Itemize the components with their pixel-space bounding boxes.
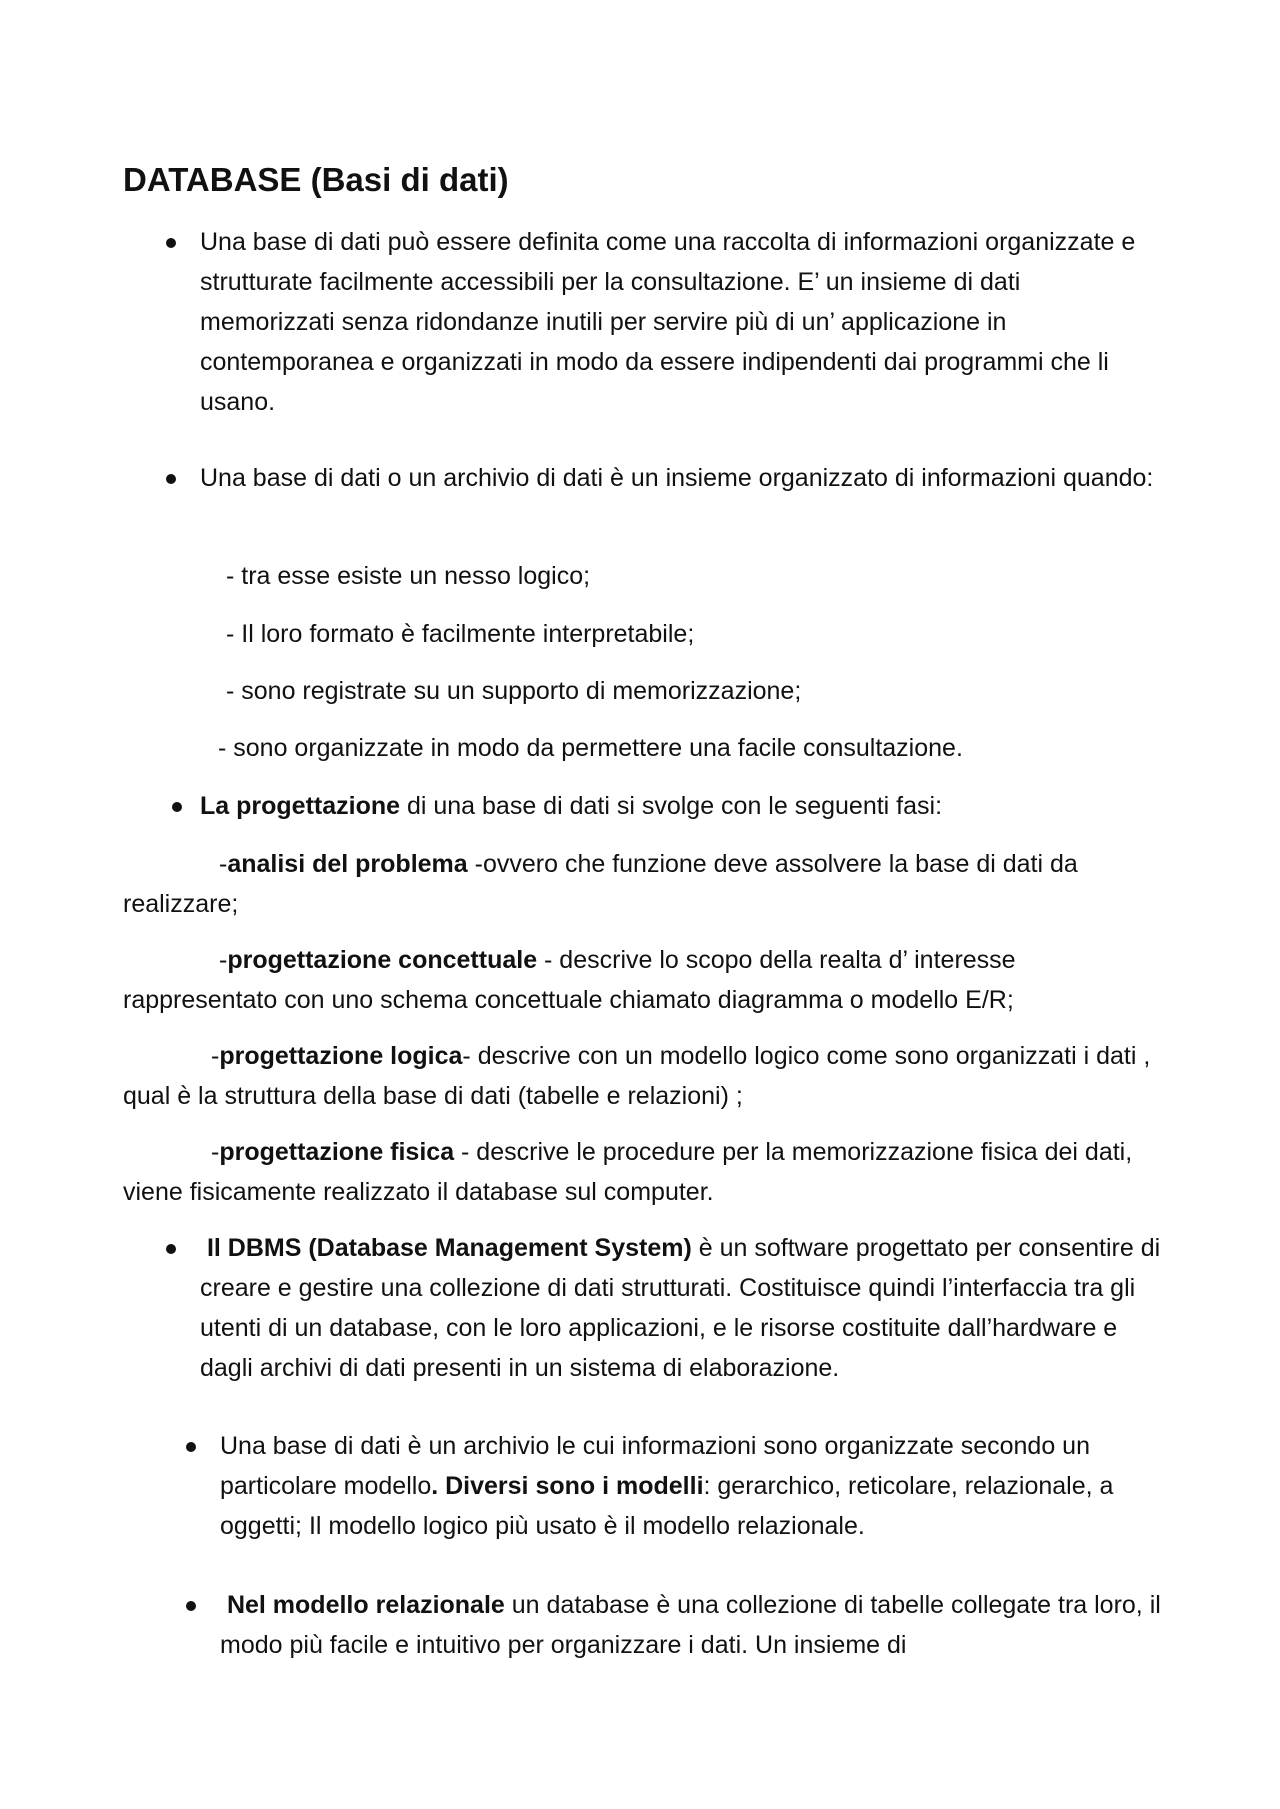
bullet-paragraph-definition: Una base di dati può essere definita come una raccolta di informazioni organizzate e strutturate facilmente accessibili per la consultazione. E’ un insieme di dati memorizzati senza ridondanze inutili per servire più di un’ applicazione in contemporanea e organizzati in modo da essere indipendenti dai programmi che li usano. xyxy=(200,228,1136,416)
condition-item: - sono registrate su un supporto di memorizzazione; xyxy=(226,677,802,705)
page-title: DATABASE (Basi di dati) xyxy=(123,161,509,198)
bullet-paragraph-relational xyxy=(220,1585,1165,1665)
phase-item xyxy=(123,940,1163,1020)
bullet-icon xyxy=(172,802,182,812)
bullet-icon xyxy=(186,1601,196,1611)
phase-item xyxy=(123,1132,1183,1212)
condition-item: - tra esse esiste un nesso logico; xyxy=(226,562,591,590)
phase-description: - descrive le procedure per la memorizzazione fisica dei dati, viene fisicamente realizzato il database sul computer. xyxy=(123,1138,1133,1206)
phase-description: - descrive lo scopo della realta d’ interesse rappresentato con uno schema concettuale chiamato diagramma o modello E/R; xyxy=(123,946,1016,1014)
bullet-icon xyxy=(166,1244,176,1254)
bold-term: Nel modello relazionale xyxy=(226,1591,505,1619)
phase-name: progettazione logica xyxy=(219,1042,463,1070)
phase-name: progettazione concettuale xyxy=(227,946,538,974)
bullet-paragraph-models xyxy=(220,1426,1170,1546)
phase-prefix: - xyxy=(211,1138,220,1166)
bullet-text: : gerarchico, reticolare, relazionale, a oggetti; Il modello logico più usato è il modello relazionale. xyxy=(220,1472,1114,1540)
phase-prefix: - xyxy=(219,946,228,974)
bullet-text: Una base di dati è un archivio le cui informazioni sono organizzate secondo un particolare modello xyxy=(220,1432,1090,1500)
condition-item: - sono organizzate in modo da permettere una facile consultazione. xyxy=(218,734,963,762)
condition-item: - Il loro formato è facilmente interpretabile; xyxy=(226,620,695,648)
phase-description: -ovvero che funzione deve assolvere la base di dati da realizzare; xyxy=(123,850,1078,918)
phase-prefix: - xyxy=(211,1042,220,1070)
phase-item xyxy=(123,844,1163,924)
bullet-paragraph-design xyxy=(200,786,942,826)
bullet-icon xyxy=(166,474,176,484)
bullet-text: è un software progettato per consentire di creare e gestire una collezione di dati strutturati. Costituisce quindi l’interfaccia tra gli utenti di un database, con le loro applicazioni, e le risorse costituite dall’hardware e dagli archivi di dati presenti in un sistema di elaborazione. xyxy=(200,1234,1161,1382)
bold-term: . Diversi sono i modelli xyxy=(431,1472,704,1500)
bullet-icon xyxy=(186,1442,196,1452)
phase-name: progettazione fisica xyxy=(219,1138,455,1166)
bullet-paragraph-archive: Una base di dati o un archivio di dati è un insieme organizzato di informazioni quando: xyxy=(200,464,1154,492)
phase-description: - descrive con un modello logico come sono organizzati i dati , qual è la struttura della base di dati (tabelle e relazioni) ; xyxy=(123,1042,1151,1110)
bullet-text: un database è una collezione di tabelle collegate tra loro, il modo più facile e intuitivo per organizzare i dati. Un insieme di xyxy=(220,1591,1161,1659)
bold-term: Il DBMS (Database Management System) xyxy=(206,1234,692,1262)
phase-item xyxy=(123,1036,1173,1116)
bullet-text: di una base di dati si svolge con le seguenti fasi: xyxy=(400,792,943,820)
phase-prefix: - xyxy=(219,850,228,878)
bullet-paragraph-dbms xyxy=(200,1228,1165,1388)
bold-term: La progettazione xyxy=(200,792,401,820)
phase-name: analisi del problema xyxy=(227,850,468,878)
bullet-icon xyxy=(166,238,176,248)
